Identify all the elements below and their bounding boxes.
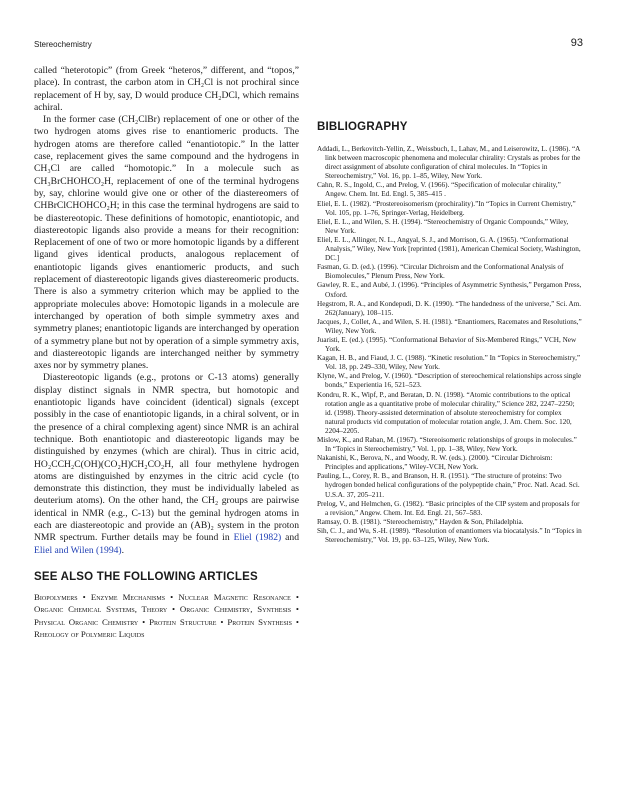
ref-link-eliel-1982[interactable]: Eliel (1982) [233,532,282,544]
bib-entry: Kagan, H. B., and Fiaud, J. C. (1988). “Kinetic resolution.” In “Topics in Stereochemistry,” Vol. 18, pp. 249–330, Wiley, New York. [317,354,581,372]
body-paragraph-3 [34,372,299,556]
bib-entry: Kondru, R. K., Wipf, P., and Beratan, D. N. (1998). “Atomic contributions to the optical rotation angle as a quantitative probe of molecular chirality,” Science 282, 2247–2250; id. (1998). Theory-assisted determination of absolute stereochemistry for complex natural products vid computation of molecular rotation angle, J. Am. Chem. Soc. 120, 2204–2205. [317,390,575,435]
bib-entry: Hegstrom, R. A., and Kondepudi, D. K. (1990). “The handedness of the universe,” Sci. Am. 262(January), 108–115. [317,299,582,317]
see-also-list-left[interactable]: Biopolymers • Enzyme Mechanisms • Nuclear Magnetic Resonance • Organic Chemical Systems, Theory • Organic Chemistry, Synthesis • Physical Organic Chemistry • Protein Structure • Protein Synthesis • Rheology of Polymeric Liquids [34,591,299,640]
bibliography-list [317,145,582,545]
body-paragraph-3-text: Diastereotopic ligands (e.g., protons or C-13 atoms) generally display distinct signals in NMR spectra, but homotopic and enantiotopic ligands have coincident (identical) signals (except possibly in the case of enantiotopic ligands, in a chiral solvent, or in the presence of a chiral complexing agent) since NMR is an achiral technique. Both enantiotopic and diastereotopic ligands may be distinguished by enzymes (which are chiral). Thus in citric acid, HO₂CCH₂C(OH)(CO₂H)CH₂CO₂H, all four methylene hydrogen atoms are distinguished by enzymes in the citric acid cycle (to demonstrate this distinction, they must be individually labeled as deuterium atoms). On the other hand, the CH₂ groups are pairwise identical in NMR (e.g., C-13) but the geminal hydrogen atoms in each are diastereotopic and provide an (AB)₂ system in the proton NMR spectrum. Further details may be found in [34,372,299,544]
right-column [317,65,582,545]
bibliography-heading: BIBLIOGRAPHY [317,121,408,133]
bib-entry: Cahn, R. S., Ingold, C., and Prelog, V. (1966). “Specification of molecular chirality,” Angew. Chem. Int. Ed. Engl. 5, 385–415 . [317,181,561,199]
bib-entry: Ramsay, O. B. (1981). “Stereochemistry,” Hayden & Son, Philadelphia. [317,517,524,526]
body-paragraph-2: In the former case (CH₂ClBr) replacement of one or other of the two hydrogen atoms gives rise to enantiomeric products. The hydrogen atoms are therefore called “enantiotopic.” In the latter case, replacement gives the same compound and the hydrogens in CH₃Cl are called “homotopic.” In a molecule such as CH₃BrCHOHCO₂H, replacement of one of the terminal hydrogens by, say, chlorine would give one or other of the diastereomers of CHBrClCHOHCO₂H; in this case the terminal hydrogens are said to be diastereotopic. These definitions of homotopic, enantiotopic, and diastereotopic ligands also provide a means for their recognition: Replacement of one of two or more homotopic ligands by a different ligand gives identical products, analogous replacement of enantiotopic ligands gives enantiomeric products, and such replacement of diastereotopic ligands gives diastereomeric products. There is also a symmetry criterion which may be applied to the appropriate molecules above: Homotopic ligands in a molecule are interchanged by operation of both simple symmetry axes and symmetry planes; enantiotopic ligands are interchanged by operation of a symmetry plane but not by operation of a simple symmetry axis, and diastereotopic ligands are interchanged neither by symmetry axes nor by symmetry planes. [34,114,299,372]
bib-entry: Gawley, R. E., and Aubé, J. (1996). “Principles of Asymmetric Synthesis,” Pergamon Press, Oxford. [317,281,582,299]
bib-entry: Addadi, L., Berkovitch-Yellin, Z., Weissbuch, I., Lahav, M., and Leiserowitz, L. (1986). “A link between macroscopic phenomena and molecular chirality: Crystals as probes for the direct assignment of absolute configuration of chiral molecules. In “Topics in Stereochemistry,” Vol. 16, pp. 1–85, Wiley, New York. [317,145,581,181]
page-number: 93 [570,37,583,49]
link-joiner: and [281,532,299,544]
bib-entry: Mislow, K., and Raban, M. (1967). “Stereoisomeric relationships of groups in molecules.” In “Topics in Stereochemistry,” Vol. 1, pp. 1–38, Wiley, New York. [317,436,577,454]
body-paragraph-1: called “heterotopic” (from Greek “heteros,” different, and “topos,” place). In contrast, the carbon atom in CH₂Cl is not prochiral since replacement of H by, say, D would produce CH₂DCl, which remains achiral. [34,65,299,113]
left-column [34,65,299,641]
bib-entry: Eliel, E. L., and Wilen, S. H. (1994). “Stereochemistry of Organic Compounds,” Wiley, New York. [317,217,569,235]
bib-entry: Pauling, L., Corey, R. B., and Branson, H. R. (1951). “The structure of proteins: Two hydrogen bonded helical configurations of the polypeptide chain,” Proc. Natl. Acad. Sci. U.S.A. 37, 205–211. [317,472,580,499]
bib-entry: Nakanishi, K., Berova, N., and Woody, R. W. (eds.). (2000). “Circular Dichroism: Principles and applications,” Wiley-VCH, New York. [317,454,553,472]
bib-entry: Eliel, E. L. (1982). “Prostereoisomerism (prochirality).”In “Topics in Current Chemistry,” Vol. 105, pp. 1–76, Springer-Verlag, Heidelberg. [317,199,576,217]
ref-link-eliel-wilen-1994[interactable]: Eliel and Wilen (1994) [34,544,122,556]
bib-entry: Jacques, J., Collet, A., and Wilen, S. H. (1981). “Enantiomers, Racemates and Resolutions,” Wiley, New York. [317,317,582,335]
bib-entry: Prelog, V., and Helmchen, G. (1982). “Basic principles of the CIP system and proposals for a revision,” Angew. Chem. Int. Ed. Engl. 21, 567–583. [317,499,580,517]
bib-entry: Juaristi, E. (ed.). (1995). “Conformational Behavior of Six-Membered Rings,” VCH, New York. [317,335,577,354]
bib-entry: Klyne, W., and Prelog, V. (1960). “Description of stereochemical relationships across single bonds,” Experientia 16, 521–523. [317,372,582,390]
running-head: Stereochemistry [34,40,92,49]
see-also-heading: SEE ALSO THE FOLLOWING ARTICLES [34,570,258,583]
bib-entry: Sih, C. J., and Wu, S.-H. (1989). “Resolution of enantiomers via biocatalysis.” In “Topics in Stereochemistry,” Vol. 19, pp. 63–125, Wiley, New York. [317,526,582,545]
bib-entry: Fasman, G. D. (ed.). (1996). “Circular Dichroism and the Conformational Analysis of Biomolecules,” Plenum Press, New York. [317,263,564,281]
paragraph-end: . [121,544,125,556]
bib-entry: Eliel, E. L., Allinger, N. L., Angyal, S. J., and Morrison, G. A. (1965). “Conformational Analysis,” Wiley, New York [reprinted (1981), American Chemical Society, Washington, DC.] [317,235,581,263]
